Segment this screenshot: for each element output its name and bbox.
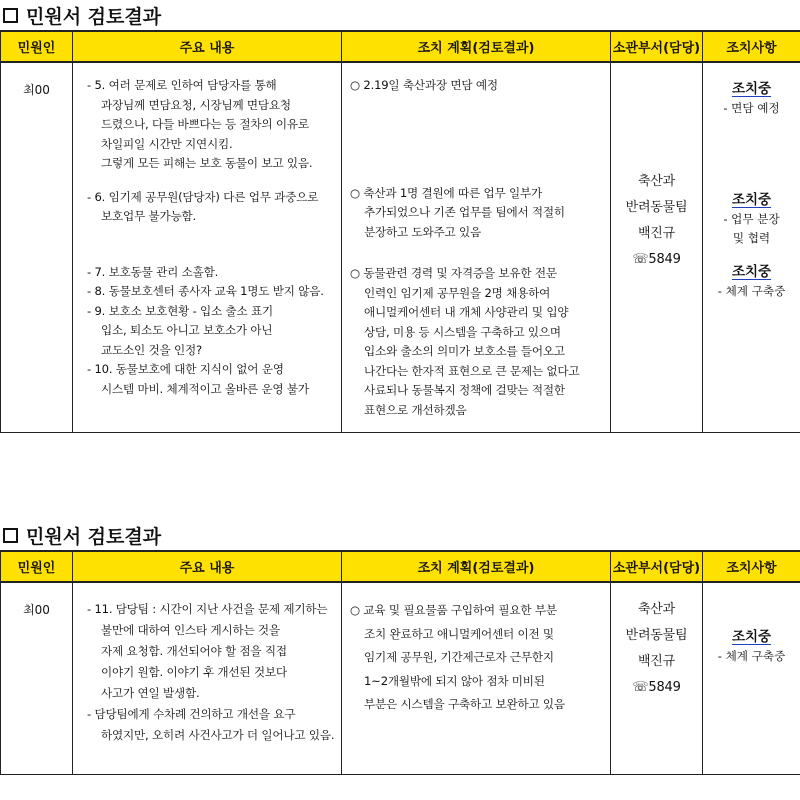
plan-line: ○ 축산과 1명 결원에 따른 업무 일부가 [350, 185, 542, 200]
action-note: 및 협력 [732, 231, 771, 245]
dept-name: 축산과 [637, 174, 676, 189]
dept-name: 축산과 [637, 602, 676, 617]
plan-line: ○ 2.19일 축산과장 면담 예정 [350, 78, 498, 92]
content-line: 시스템 마비. 체계적이고 올바른 운영 불가 [101, 381, 309, 396]
checkbox-square-icon [3, 528, 18, 543]
staff-name: 백진규 [637, 226, 676, 241]
plan-group [350, 184, 606, 243]
plan-line: 인력인 임기제 공무원을 2명 채용하여 [364, 285, 551, 300]
plan-line: 분장하고 도와주고 있음 [364, 224, 481, 239]
action-item [703, 262, 800, 301]
action-note: - 업무 분장 [723, 212, 780, 226]
plan-line: 사료되나 동물복지 정책에 걸맞는 적절한 [364, 383, 565, 397]
review-section-2 [0, 520, 800, 775]
content-line: - 10. 동물보호에 대한 지식이 없어 운영 [87, 362, 284, 376]
content-line: 교도소인 것을 인정? [101, 342, 202, 357]
header-content: 주요 내용 [73, 551, 342, 582]
content-line: 차일피일 시간만 지연시킴. [101, 136, 233, 151]
content-group [87, 76, 337, 174]
table-row [1, 62, 800, 433]
content-line: 드렸으나, 다들 바쁘다는 등 절차의 이유로 [101, 117, 309, 131]
content-cell [73, 62, 342, 433]
header-plan: 조치 계획(검토결과) [342, 551, 611, 582]
content-line: 하였지만, 오히려 사건사고가 더 일어나고 있음. [101, 728, 335, 742]
action-item [703, 79, 800, 118]
staff-name: 백진규 [637, 654, 676, 669]
plan-line: 나간다는 한자적 표현으로 큰 문제는 없다고 [364, 363, 580, 378]
department-cell [611, 62, 703, 433]
header-person: 민원인 [1, 551, 73, 582]
content-line: - 담당팀에게 수차례 건의하고 개선을 요구 [87, 707, 296, 721]
plan-group [350, 264, 606, 420]
section-heading [0, 520, 800, 550]
content-cell [73, 582, 342, 774]
header-action: 조치사항 [703, 551, 800, 582]
header-action: 조치사항 [703, 31, 800, 62]
content-line: - 6. 임기제 공무원(담당자) 다른 업무 과중으로 [87, 189, 319, 204]
action-item [703, 190, 800, 248]
content-group [87, 599, 337, 746]
plan-line: 애니멀케어센터 내 개체 사양관리 및 입양 [364, 305, 569, 319]
department-cell [611, 582, 703, 774]
plan-group [350, 76, 606, 96]
content-line: 그렇게 모든 피해는 보호 동물이 보고 있음. [101, 156, 313, 170]
content-line: - 11. 담당팀 : 시간이 지난 사건을 문제 제기하는 [87, 602, 328, 616]
plan-line: 임기제 공무원, 기간제근로자 근무한지 [364, 650, 554, 664]
review-table [0, 550, 800, 775]
action-cell [703, 582, 800, 774]
content-line: 보호업무 불가능함. [101, 209, 196, 223]
content-line: 사고가 연일 발생함. [101, 686, 200, 700]
header-content: 주요 내용 [73, 31, 342, 62]
action-item [703, 627, 800, 666]
plan-line: 부분은 시스템을 구축하고 보완하고 있음 [364, 697, 565, 711]
content-line: 입소, 퇴소도 아니고 보호소가 아닌 [101, 323, 273, 337]
header-dept: 소관부서(담당) [611, 551, 703, 582]
header-dept: 소관부서(담당) [611, 31, 703, 62]
plan-line: 조치 완료하고 애니멀케어센터 이전 및 [364, 626, 554, 641]
status-label: 조치중 [731, 264, 772, 280]
complainant-cell: 최00 [1, 62, 73, 433]
table-header-row [1, 551, 800, 582]
action-note: - 체계 구축중 [717, 284, 786, 298]
content-line: 과장님께 면담요청, 시장님께 면담요청 [101, 97, 291, 112]
plan-line: 상담, 미용 등 시스템을 구축하고 있으며 [364, 324, 561, 339]
status-label: 조치중 [731, 81, 772, 97]
plan-line: ○ 교육 및 필요물품 구입하여 필요한 부분 [350, 603, 557, 617]
action-cell [703, 62, 800, 433]
content-group [87, 263, 337, 400]
content-line: - 9. 보호소 보호현황 - 입소 출소 표기 [87, 303, 274, 318]
plan-line: 표현으로 개선하겠음 [364, 402, 467, 417]
plan-line: 입소와 출소의 의미가 보호소를 들어오고 [364, 344, 565, 358]
section-title: 민원서 검토결과 [26, 5, 162, 28]
status-label: 조치중 [731, 629, 772, 645]
plan-cell [342, 62, 611, 433]
section-title: 민원서 검토결과 [26, 525, 162, 548]
review-table [0, 30, 800, 433]
table-row [1, 582, 800, 774]
action-note: - 체계 구축중 [717, 649, 786, 663]
plan-group [350, 599, 606, 717]
content-line: 자제 요청함. 개선되어야 할 점을 직접 [101, 644, 287, 658]
content-line: 이야기 원함. 이야기 후 개선된 것보다 [101, 665, 287, 679]
phone-extension: ☏5849 [632, 680, 681, 695]
plan-line: 추가되었으나 기존 업무를 팀에서 적절히 [364, 205, 565, 219]
content-group [87, 188, 337, 227]
table-header-row [1, 31, 800, 62]
plan-cell [342, 582, 611, 774]
plan-line: 1~2개월밖에 되지 않아 점차 미비된 [364, 673, 545, 688]
content-line: - 7. 보호동물 관리 소홀함. [87, 264, 219, 279]
complainant-cell: 최00 [1, 582, 73, 774]
team-name: 반려동물팀 [625, 628, 688, 643]
content-line: - 8. 동물보호센터 종사자 교육 1명도 받지 않음. [87, 284, 324, 298]
content-line: - 5. 여러 문제로 인하여 담당자를 통해 [87, 78, 277, 92]
status-label: 조치중 [731, 192, 772, 208]
checkbox-square-icon [3, 8, 18, 23]
header-plan: 조치 계획(검토결과) [342, 31, 611, 62]
team-name: 반려동물팀 [625, 200, 688, 215]
header-person: 민원인 [1, 31, 73, 62]
action-note: - 면담 예정 [723, 101, 780, 115]
section-heading [0, 0, 800, 30]
phone-extension: ☏5849 [632, 252, 681, 267]
content-line: 불만에 대하여 인스타 게시하는 것을 [101, 623, 280, 637]
plan-line: ○ 동물관련 경력 및 자격증을 보유한 전문 [350, 266, 557, 280]
